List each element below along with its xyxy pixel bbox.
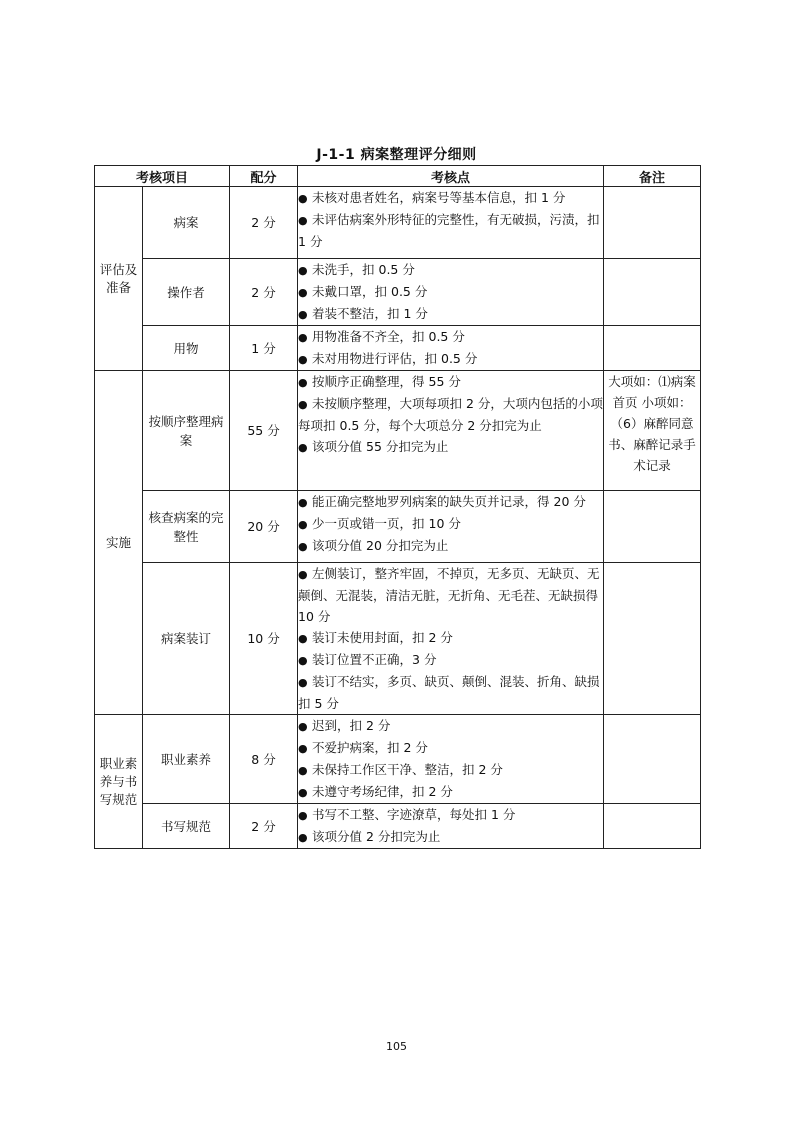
item-cell: 用物	[143, 326, 230, 371]
scoring-point	[298, 187, 603, 209]
bullet-icon: ●	[298, 376, 308, 389]
bullet-icon: ●	[298, 786, 308, 799]
header-score: 配分	[230, 166, 298, 187]
scoring-point	[298, 563, 603, 627]
item-cell: 核查病案的完整性	[143, 491, 230, 563]
bullet-icon: ●	[298, 331, 308, 344]
scoring-point-text: 少一页或错一页，扣 10 分	[312, 516, 461, 531]
bullet-icon: ●	[298, 441, 308, 454]
scoring-point	[298, 513, 603, 535]
score-cell: 10 分	[230, 563, 298, 715]
bullet-icon: ●	[298, 518, 308, 531]
bullet-icon: ●	[298, 720, 308, 733]
scoring-point	[298, 491, 603, 513]
table-header-row	[95, 166, 701, 187]
scoring-point	[298, 781, 603, 803]
bullet-icon: ●	[298, 764, 308, 777]
points-cell	[298, 326, 604, 371]
scoring-point-text: 该项分值 20 分扣完为止	[312, 538, 449, 553]
scoring-point	[298, 303, 603, 325]
scoring-point-text: 装订位置不正确，3 分	[312, 652, 437, 667]
bullet-icon: ●	[298, 632, 308, 645]
scoring-point	[298, 671, 603, 714]
table-row	[95, 804, 701, 849]
points-cell	[298, 563, 604, 715]
bullet-icon: ●	[298, 568, 308, 581]
points-cell	[298, 804, 604, 849]
bullet-icon: ●	[298, 398, 308, 411]
points-cell	[298, 259, 604, 326]
scoring-point	[298, 715, 603, 737]
table-row	[95, 715, 701, 804]
scoring-point	[298, 371, 603, 393]
scoring-point	[298, 535, 603, 557]
scoring-point	[298, 737, 603, 759]
scoring-point-text: 用物准备不齐全，扣 0.5 分	[312, 329, 465, 344]
bullet-icon: ●	[298, 676, 308, 689]
scoring-point	[298, 348, 603, 370]
points-cell	[298, 371, 604, 491]
scoring-point-text: 该项分值 55 分扣完为止	[312, 439, 449, 454]
item-cell: 按顺序整理病案	[143, 371, 230, 491]
remarks-cell	[604, 563, 701, 715]
category-cell: 实施	[95, 371, 143, 715]
score-cell: 2 分	[230, 187, 298, 259]
scoring-point-text: 着装不整洁，扣 1 分	[312, 306, 428, 321]
scoring-point-text: 装订不结实，多页、缺页、颠倒、混装、折角、缺损扣 5 分	[298, 674, 600, 711]
bullet-icon: ●	[298, 214, 308, 227]
bullet-icon: ●	[298, 192, 308, 205]
scoring-point-text: 书写不工整、字迹潦草，每处扣 1 分	[312, 807, 516, 822]
scoring-point	[298, 326, 603, 348]
scoring-point	[298, 209, 603, 252]
score-cell: 55 分	[230, 371, 298, 491]
table-body	[95, 187, 701, 849]
remarks-cell	[604, 804, 701, 849]
scoring-point-text: 迟到，扣 2 分	[312, 718, 391, 733]
bullet-icon: ●	[298, 308, 308, 321]
scoring-point-text: 未保持工作区干净、整洁，扣 2 分	[312, 762, 503, 777]
item-cell: 病案装订	[143, 563, 230, 715]
scoring-point-text: 未核对患者姓名，病案号等基本信息，扣 1 分	[312, 190, 566, 205]
score-cell: 2 分	[230, 259, 298, 326]
item-cell: 职业素养	[143, 715, 230, 804]
bullet-icon: ●	[298, 540, 308, 553]
remarks-cell	[604, 187, 701, 259]
remarks-cell	[604, 259, 701, 326]
scoring-point-text: 未评估病案外形特征的完整性，有无破损，污渍，扣 1 分	[298, 212, 600, 249]
item-cell: 病案	[143, 187, 230, 259]
bullet-icon: ●	[298, 809, 308, 822]
table-row	[95, 563, 701, 715]
scoring-point-text: 左侧装订，整齐牢固，不掉页，无多页、无缺页、无颠倒、无混装，清洁无脏，无折角、无毛茬、无缺损得 10 分	[298, 566, 600, 624]
table-row	[95, 187, 701, 259]
table-row	[95, 259, 701, 326]
bullet-icon: ●	[298, 286, 308, 299]
remarks-cell: 大项如：⑴病案首页 小项如：（6）麻醉同意书、麻醉记录手术记录	[604, 371, 701, 491]
scoring-point-text: 未按顺序整理，大项每项扣 2 分，大项内包括的小项每项扣 0.5 分，每个大项总分 2 分扣完为止	[298, 396, 603, 433]
scoring-point-text: 未遵守考场纪律，扣 2 分	[312, 784, 453, 799]
scoring-point	[298, 759, 603, 781]
scoring-point	[298, 826, 603, 848]
remarks-cell	[604, 491, 701, 563]
item-cell: 书写规范	[143, 804, 230, 849]
category-cell: 职业素养与书写规范	[95, 715, 143, 849]
bullet-icon: ●	[298, 831, 308, 844]
score-cell: 2 分	[230, 804, 298, 849]
score-cell: 8 分	[230, 715, 298, 804]
score-cell: 1 分	[230, 326, 298, 371]
category-cell: 评估及准备	[95, 187, 143, 371]
remarks-cell	[604, 715, 701, 804]
scoring-table	[94, 165, 701, 849]
scoring-point	[298, 281, 603, 303]
scoring-point	[298, 627, 603, 649]
scoring-point	[298, 436, 603, 458]
scoring-point-text: 能正确完整地罗列病案的缺失页并记录，得 20 分	[312, 494, 586, 509]
bullet-icon: ●	[298, 654, 308, 667]
scoring-point	[298, 259, 603, 281]
score-cell: 20 分	[230, 491, 298, 563]
scoring-point-text: 装订未使用封面，扣 2 分	[312, 630, 453, 645]
header-item: 考核项目	[95, 166, 230, 187]
points-cell	[298, 187, 604, 259]
scoring-point	[298, 649, 603, 671]
scoring-point	[298, 393, 603, 436]
table-row	[95, 371, 701, 491]
scoring-point-text: 未戴口罩，扣 0.5 分	[312, 284, 428, 299]
item-cell: 操作者	[143, 259, 230, 326]
bullet-icon: ●	[298, 742, 308, 755]
scoring-point	[298, 804, 603, 826]
scoring-point-text: 不爱护病案，扣 2 分	[312, 740, 428, 755]
points-cell	[298, 715, 604, 804]
header-points: 考核点	[298, 166, 604, 187]
bullet-icon: ●	[298, 496, 308, 509]
page-number: 105	[386, 1040, 407, 1053]
table-row	[95, 326, 701, 371]
points-cell	[298, 491, 604, 563]
bullet-icon: ●	[298, 264, 308, 277]
scoring-point-text: 未洗手，扣 0.5 分	[312, 262, 415, 277]
scoring-point-text: 未对用物进行评估，扣 0.5 分	[312, 351, 478, 366]
document-title: J-1-1 病案整理评分细则	[316, 147, 477, 163]
remarks-cell	[604, 326, 701, 371]
header-remarks: 备注	[604, 166, 701, 187]
table-row	[95, 491, 701, 563]
scoring-point-text: 该项分值 2 分扣完为止	[312, 829, 441, 844]
bullet-icon: ●	[298, 353, 308, 366]
scoring-point-text: 按顺序正确整理，得 55 分	[312, 374, 461, 389]
